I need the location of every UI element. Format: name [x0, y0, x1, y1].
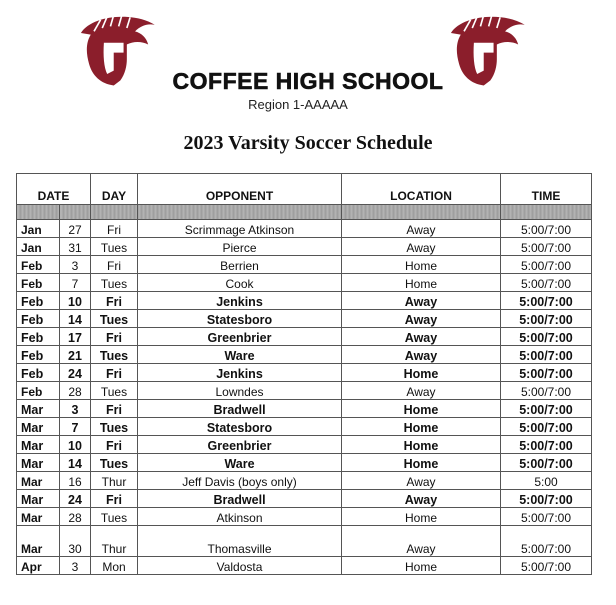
game-day-number: 17: [60, 328, 91, 346]
game-day-number: 7: [60, 418, 91, 436]
game-time: 5:00/7:00: [501, 526, 592, 557]
table-row: [17, 364, 592, 382]
game-weekday: Fri: [91, 436, 138, 454]
shade-cell: [138, 205, 342, 220]
game-day-number: 3: [60, 256, 91, 274]
game-weekday: Fri: [91, 220, 138, 238]
game-opponent: Cook: [138, 274, 342, 292]
table-row: [17, 454, 592, 472]
game-location: Home: [342, 274, 501, 292]
game-weekday: Tues: [91, 418, 138, 436]
table-row: [17, 220, 592, 238]
game-month: Mar: [17, 526, 60, 557]
table-row: [17, 436, 592, 454]
game-weekday: Tues: [91, 238, 138, 256]
table-row: [17, 238, 592, 256]
game-weekday: Fri: [91, 490, 138, 508]
game-time: 5:00/7:00: [501, 274, 592, 292]
game-location: Away: [342, 238, 501, 256]
game-time: 5:00/7:00: [501, 256, 592, 274]
game-day-number: 31: [60, 238, 91, 256]
game-opponent: Greenbrier: [138, 436, 342, 454]
shaded-divider-row: [17, 205, 592, 220]
schedule-title: 2023 Varsity Soccer Schedule: [183, 132, 433, 154]
game-time: 5:00/7:00: [501, 364, 592, 382]
game-day-number: 21: [60, 346, 91, 364]
game-day-number: 3: [60, 400, 91, 418]
game-weekday: Thur: [91, 472, 138, 490]
game-day-number: 7: [60, 274, 91, 292]
table-row: [17, 346, 592, 364]
game-month: Feb: [17, 382, 60, 400]
game-weekday: Fri: [91, 328, 138, 346]
table-header-row: [17, 174, 592, 205]
game-day-number: 16: [60, 472, 91, 490]
game-day-number: 28: [60, 382, 91, 400]
game-location: Home: [342, 557, 501, 575]
game-month: Feb: [17, 328, 60, 346]
game-month: Feb: [17, 364, 60, 382]
game-month: Feb: [17, 274, 60, 292]
game-day-number: 14: [60, 454, 91, 472]
game-opponent: Ware: [138, 454, 342, 472]
game-month: Mar: [17, 418, 60, 436]
table-row: [17, 508, 592, 526]
shade-cell: [17, 205, 60, 220]
game-time: 5:00/7:00: [501, 292, 592, 310]
game-location: Away: [342, 292, 501, 310]
game-time: 5:00/7:00: [501, 490, 592, 508]
game-day-number: 27: [60, 220, 91, 238]
game-location: Home: [342, 436, 501, 454]
game-weekday: Tues: [91, 382, 138, 400]
game-month: Feb: [17, 310, 60, 328]
game-time: 5:00/7:00: [501, 436, 592, 454]
game-time: 5:00/7:00: [501, 238, 592, 256]
game-location: Away: [342, 310, 501, 328]
game-opponent: Valdosta: [138, 557, 342, 575]
game-month: Mar: [17, 508, 60, 526]
game-opponent: Greenbrier: [138, 328, 342, 346]
game-month: Mar: [17, 490, 60, 508]
game-month: Mar: [17, 436, 60, 454]
col-header-time: TIME: [501, 174, 592, 205]
game-time: 5:00/7:00: [501, 454, 592, 472]
game-weekday: Tues: [91, 346, 138, 364]
game-location: Home: [342, 508, 501, 526]
game-weekday: Fri: [91, 364, 138, 382]
game-location: Away: [342, 382, 501, 400]
game-day-number: 3: [60, 557, 91, 575]
table-row: [17, 526, 592, 557]
school-name: COFFEE HIGH SCHOOL: [172, 68, 444, 94]
table-row: [17, 328, 592, 346]
game-opponent: Lowndes: [138, 382, 342, 400]
game-opponent: Statesboro: [138, 418, 342, 436]
game-weekday: Mon: [91, 557, 138, 575]
schedule-body: [17, 220, 592, 575]
game-weekday: Tues: [91, 310, 138, 328]
region-label: Region 1-AAAAA: [248, 97, 348, 112]
game-month: Jan: [17, 238, 60, 256]
game-day-number: 14: [60, 310, 91, 328]
game-weekday: Fri: [91, 256, 138, 274]
game-location: Away: [342, 526, 501, 557]
game-opponent: Jenkins: [138, 364, 342, 382]
game-weekday: Tues: [91, 274, 138, 292]
game-opponent: Atkinson: [138, 508, 342, 526]
col-header-day: DAY: [91, 174, 138, 205]
game-opponent: Scrimmage Atkinson: [138, 220, 342, 238]
game-opponent: Ware: [138, 346, 342, 364]
game-location: Home: [342, 454, 501, 472]
game-time: 5:00: [501, 472, 592, 490]
game-location: Away: [342, 328, 501, 346]
table-row: [17, 310, 592, 328]
table-row: [17, 557, 592, 575]
game-location: Home: [342, 418, 501, 436]
game-time: 5:00/7:00: [501, 508, 592, 526]
shade-cell: [91, 205, 138, 220]
game-opponent: Bradwell: [138, 490, 342, 508]
game-opponent: Thomasville: [138, 526, 342, 557]
game-weekday: Tues: [91, 508, 138, 526]
game-location: Away: [342, 472, 501, 490]
game-day-number: 28: [60, 508, 91, 526]
game-month: Apr: [17, 557, 60, 575]
game-opponent: Bradwell: [138, 400, 342, 418]
col-header-date: DATE: [17, 174, 91, 205]
game-time: 5:00/7:00: [501, 310, 592, 328]
game-weekday: Tues: [91, 454, 138, 472]
table-row: [17, 490, 592, 508]
game-month: Feb: [17, 346, 60, 364]
game-time: 5:00/7:00: [501, 382, 592, 400]
table-row: [17, 400, 592, 418]
game-time: 5:00/7:00: [501, 557, 592, 575]
game-day-number: 24: [60, 490, 91, 508]
game-weekday: Fri: [91, 400, 138, 418]
schedule-table: [16, 173, 592, 575]
game-opponent: Jenkins: [138, 292, 342, 310]
game-opponent: Pierce: [138, 238, 342, 256]
game-location: Home: [342, 400, 501, 418]
game-location: Home: [342, 364, 501, 382]
game-month: Mar: [17, 454, 60, 472]
game-time: 5:00/7:00: [501, 346, 592, 364]
game-day-number: 10: [60, 436, 91, 454]
shade-cell: [342, 205, 501, 220]
game-day-number: 24: [60, 364, 91, 382]
game-month: Jan: [17, 220, 60, 238]
table-row: [17, 418, 592, 436]
game-day-number: 30: [60, 526, 91, 557]
game-time: 5:00/7:00: [501, 418, 592, 436]
game-month: Feb: [17, 256, 60, 274]
game-weekday: Thur: [91, 526, 138, 557]
table-row: [17, 472, 592, 490]
game-month: Mar: [17, 472, 60, 490]
game-time: 5:00/7:00: [501, 400, 592, 418]
game-month: Mar: [17, 400, 60, 418]
col-header-opponent: OPPONENT: [138, 174, 342, 205]
game-weekday: Fri: [91, 292, 138, 310]
game-location: Away: [342, 490, 501, 508]
game-time: 5:00/7:00: [501, 220, 592, 238]
shade-cell: [501, 205, 592, 220]
table-row: [17, 292, 592, 310]
game-time: 5:00/7:00: [501, 328, 592, 346]
table-row: [17, 274, 592, 292]
game-location: Away: [342, 220, 501, 238]
shade-cell: [60, 205, 91, 220]
game-location: Away: [342, 346, 501, 364]
table-row: [17, 382, 592, 400]
game-opponent: Statesboro: [138, 310, 342, 328]
table-row: [17, 256, 592, 274]
game-month: Feb: [17, 292, 60, 310]
col-header-location: LOCATION: [342, 174, 501, 205]
game-opponent: Jeff Davis (boys only): [138, 472, 342, 490]
game-location: Home: [342, 256, 501, 274]
game-day-number: 10: [60, 292, 91, 310]
game-opponent: Berrien: [138, 256, 342, 274]
